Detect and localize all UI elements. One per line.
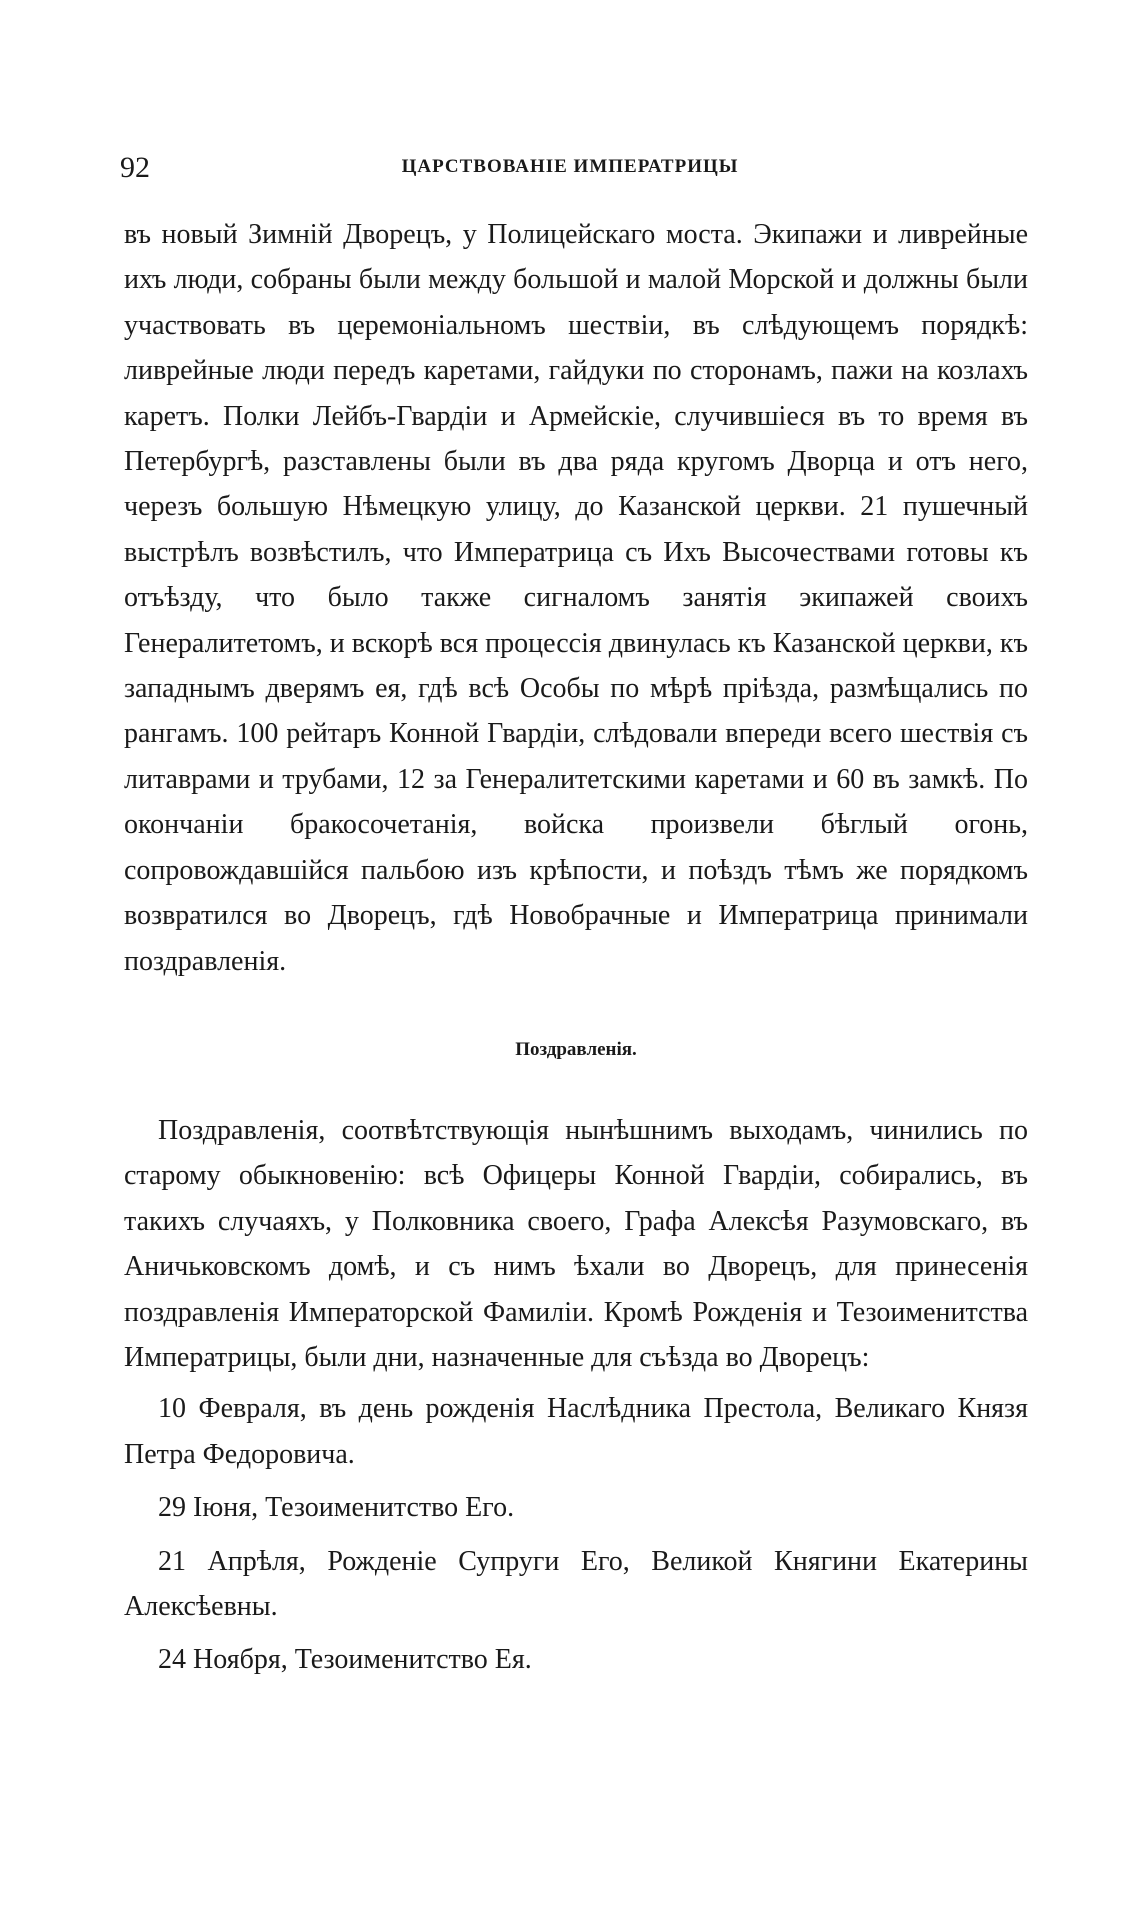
- paragraph-1: въ новый Зимній Дворецъ, у Полицейскаго моста. Экипажи и ливрейные ихъ люди, собраны были между большой и малой Морской и должны были участвовать въ церемоніальномъ шествіи, въ слѣдующемъ порядкѣ: ливрейные люди передъ каретами, гайдуки по сторонамъ, пажи на козлахъ каретъ. Полки Лейбъ-Гвардіи и Армейскіе, случившіеся въ то время въ Петербургѣ, разставлены были въ два ряда кругомъ Дворца и отъ него, черезъ большую Нѣмецкую улицу, до Казанской церкви. 21 пушечный выстрѣлъ возвѣстилъ, что Императрица съ Ихъ Высочествами готовы къ отъѣзду, что было также сигналомъ занятія экипажей своихъ Генералитетомъ, и вскорѣ вся процессія двинулась къ Казанской церкви, къ западнымъ дверямъ ея, гдѣ всѣ Особы по мѣрѣ пріѣзда, размѣщались по рангамъ. 100 рейтаръ Конной Гвардіи, слѣдовали впереди всего шествія съ литаврами и трубами, 12 за Генералитетскими каретами и 60 въ замкѣ. По окончаніи бракосочетанія, войска произвели бѣглый огонь, сопровождавшійся пальбою изъ крѣпости, и поѣздъ тѣмъ же порядкомъ возвратился во Дворецъ, гдѣ Новобрачные и Императрица принимали поздравленія.: [124, 219, 1028, 977]
- paragraph-2: Поздравленія, соотвѣтствующія нынѣшнимъ выходамъ, чинились по старому обыкновенію: всѣ Офицеры Конной Гвардіи, собирались, въ такихъ случаяхъ, у Полковника своего, Графа Алексѣя Разумовскаго, въ Аничьковскомъ домѣ, и съ нимъ ѣхали во Дворецъ, для принесенія поздравленія Императорской Фамиліи. Кромѣ Рожденія и Тезоименитства Императрицы, были дни, назначенные для съѣзда во Дворецъ:: [124, 1114, 1028, 1373]
- date-entry-feb-10: 10 Февраля, въ день рожденія Наслѣдника Престола, Великаго Князя Петра Федоровича.: [124, 1393, 1028, 1470]
- section-heading: Поздравленія.: [515, 1038, 637, 1060]
- dates-list: [124, 1386, 1028, 1682]
- running-title: ЦАРСТВОВАНІЕ ИМПЕРАТРИЦЫ: [401, 156, 739, 177]
- date-entry-jun-29: 29 Іюня, Тезоименитство Его.: [158, 1492, 515, 1524]
- date-entry-nov-24: 24 Ноября, Тезоименитство Ея.: [158, 1644, 532, 1676]
- date-entry-apr-21: 21 Апрѣля, Рожденіе Супруги Его, Великой Княгини Екатерины Алексѣевны.: [124, 1545, 1028, 1622]
- running-head: [120, 148, 1020, 198]
- page-number: 92: [120, 151, 150, 184]
- body-text: [124, 212, 1028, 1691]
